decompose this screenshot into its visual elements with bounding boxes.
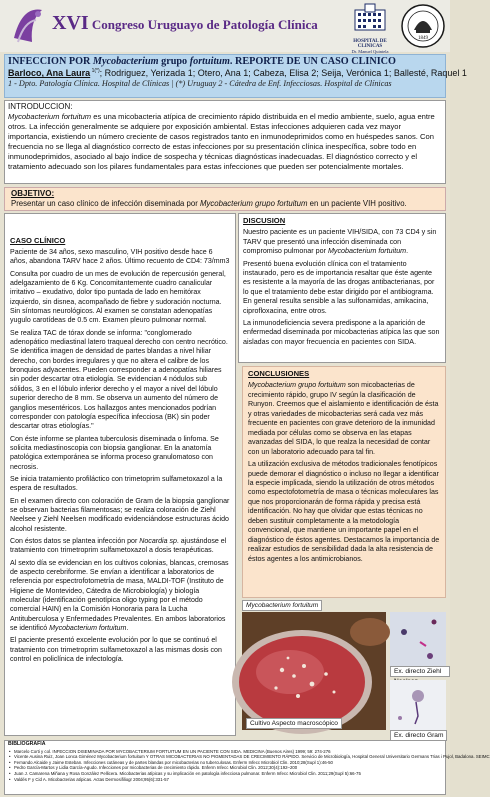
discussion-paragraph: Presentó buena evolución clínica con el tratamiento instaurado, pero es de importancia resaltar que éste agente es resistente a la mayoría de las drogas antibacterianas, por lo que el tratamiento debe estar dirigido por el antibiograma. En general resulta sensible a las sulfonamidas, amikacina, ciprofloxacina, entre otros. [243, 259, 435, 315]
hospital-logo [348, 2, 392, 54]
case-paragraph: Al sexto día se evidencian en los cultivos colonias, blancas, cremosas de aspecto cerebriforme. Se envían a identificar a laboratorios de referencia por espectrofotometría de masa, MALDI-TOF (Instituto de Higiene de Montevideo, Cátedra de Microbiología) y biología molecular (identificación genotípica oligo typing por el método comercial HAIN) en la Comisión Honoraria para la Lucha Antituberculosa y Enfermedades Prevalentes. En ambos laboratorios se identificó Mycobacterium fortuitum. [10, 559, 229, 633]
objective-heading: OBJETIVO: [11, 189, 55, 198]
discussion-paragraph: Nuestro paciente es un paciente VIH/SIDA, con 73 CD4 y sin TARV que presentó una infección diseminada con compromiso pulmonar por Mycobacterium fortuitum. [243, 228, 437, 256]
introduction-heading: INTRODUCCION: [8, 102, 73, 111]
case-paragraph: Con éste informe se plantea tuberculosis diseminada o linfoma. Se solicita mediastinoscopia con biopsia ganglionar. En la anatomía patológica extemporánea se informa proceso granulomatoso con necrosis. [10, 435, 219, 471]
case-paragraph: Se realiza TAC de tórax donde se informa: "conglomerado adenopático mediastinal latero traqueal derecho con centro necrótico. Se identifica imagen de densidad de partes blandas a nivel hiliar derecho, con bordes irregulares y que no altera el calibre de los bronquios adyacentes. Pueden corresponder a adenopatías hiliares sin poder descartar otra etiología. Se evidencian 4 nódulos sub sólidos, 3 en el lóbulo inferior derecho y el mayor a nivel del lóbulo superior derecho de 8 mm. Se observa un aumento del número de ganglios mesentéricos. Los hallazgos antes mencionados podrían corresponder con patología específica infecciosa (BK) sin poder descartar otras etiologías." [10, 329, 228, 431]
case-paragraph: Consulta por cuadro de un mes de evolución de repercusión general, adelgazamiento de 6 Kg. Concomitantemente cuadro canalicular irritativo – exudativo, dolor tipo puntada de lado en hemitórax izquierdo, sin disnea, acompañado de fiebre y sudoración nocturna. Sin síntomas neurológicos. Al examen se constatan adenopatías yugulo carotídeas de 0.5 cm. Examen pleuro pulmonar normal. [10, 270, 226, 325]
culture-plate-photo [242, 612, 386, 730]
affiliations: 1 - Dpto. Patología Clínica. Hospital de Clínicas | (*) Uruguay 2 - Cátedra de Enf. Infecciosas. Hospital de Clínicas [8, 79, 392, 88]
discussion-box [238, 213, 446, 363]
gram-caption: Ex. directo Gram [390, 730, 447, 741]
hospital-building-icon [353, 2, 387, 32]
plate-image-label: Mycobacterium fortuitum [242, 600, 322, 611]
svg-text:1849: 1849 [418, 36, 428, 41]
university-seal-icon [400, 2, 446, 50]
bibliography-item: • Marcelo Corti y col. INFECCION DISEMINADA POR MYCOBACTERIUM FORTUITUM EN UN PACIENTE CON SIDA. MEDICINA (Buenos Aires) 1999; 59: 274-276 [8, 749, 442, 755]
bibliography-item: • Juan J. Camarena Miñana y Rosa González Pellicera. Micobacterias atípicas y su implicación en patología infecciosa pulmonar. Enferm Infecc Microbiol Clin. 2011;29(Supl 5):66-75 [8, 771, 442, 777]
bibliography-box [4, 740, 490, 795]
plate-caption: Cultivo Aspecto macroscópico [246, 718, 342, 729]
congress-logo-icon [8, 2, 48, 50]
case-paragraph: En el examen directo con coloración de Gram de la biopsia ganglionar se observan bacterias filamentosas; se realiza coloración de Ziehl Neelsee y Ziehl Neelsen modificado evidenciándose estructuras ácido alcohol resistente. [10, 497, 230, 533]
introduction-box [4, 100, 446, 184]
ziehl-neelsen-photo [390, 612, 446, 666]
hospital-name: HOSPITAL DE CLINICAS [353, 39, 387, 49]
clinical-case-heading: CASO CLÍNICO [10, 236, 66, 245]
title-bar [4, 54, 467, 98]
hospital-subname: Dr. Manuel Quintela [351, 49, 389, 54]
bibliography-item: • Fernando Alcaide y Jaime Esteban. Infecciones cutáneas y de partes blandas por micobacterias no tuberculosas. Enferm Infecc Microbiol Clin. 2010;28(Supl 1):46-50 [8, 760, 442, 766]
gram-stain-image [390, 680, 446, 730]
bibliography-item: • Vicente Ausina Ruiz, Joan Lonca Giménez Mycobacterium fortuitum Y OTRAS MICOBACTERIAS NO PIGMENTADAS DE CRECIMIENTO RÁPIDO. Servicio de Microbiología, Hospital General Universitario Germans Trias i Pujol, Badalona. SEIMC [8, 754, 442, 760]
case-paragraph: Se inicia tratamiento profiláctico con trimetoprim sulfametoxazol a la espera de resultados. [10, 475, 223, 493]
ziehl-neelsen-image [390, 612, 446, 666]
ziehl-caption: Ex. directo Ziehl [390, 666, 450, 677]
bibliography-heading: BIBLIOGRAFIA [8, 741, 46, 747]
bibliography-item: • Pedro García-Martos y Lidia García-Agudo. Infecciones por micobacterias de crecimiento rápido. Enferm Infecc Microbiol Clin. 2012;30(4):192–200 [8, 765, 442, 771]
case-paragraph: Paciente de 34 años, sexo masculino, VIH positivo desde hace 6 años, abandona TARV hace 2 años. Último recuento de CD4: 73/mm3 [10, 249, 230, 266]
conclusions-paragraph: La utilización exclusiva de métodos tradicionales fenotípicos puede demorar el diagnóstico o incluso no llegar a identificar la especie implicada, siendo la utilización de otros métodos como espectofotometría de masa o técnicas moleculares las que nos proporcionarán de forma rápida y precisa está identificación. No hay que olvidar que estas técnicas no deben sustituir completamente a la metodología convencional, que mantiene un importante papel en el diagnóstico de éstos agentes. Destacamos la importancia de realizar estudios de sensibilidad dada la alta resistencia de éstos agentes a los antimicrobianos. [248, 460, 440, 563]
case-paragraph: Con éstos datos se plantea infección por Nocardia sp. ajustándose el tratamiento con trimetroprim sulfametoxazol a dosis terapéuticas. [10, 537, 227, 555]
authors: Barloco, Ana Laura $^{1(*)}$; Rodriguez, Yerizada 1; Otero, Ana 1; Cabeza, Elisa 2; Seija, Verónica 1; Ballesté, Raquel 1 [8, 68, 467, 78]
bibliography-item: • Valdés F y Cid A. Micobacterias atípicas. Actas Dermosifiliogr 2004;95(6):331-57 [8, 777, 442, 783]
congress-title: XVI Congreso Uruguayo de Patología Clínica [52, 12, 318, 34]
gram-photo [390, 680, 446, 730]
case-paragraph: El paciente presentó excelente evolución por lo que se continuó el tratamiento con trimetroprim sulfametoxazol a las mismas dosis con control en policlínica de infectología. [10, 637, 222, 664]
introduction-text: Mycobacterium fortuitum es una micobacteria atípica de crecimiento rápido distribuida en el medio ambiente, suelo, agua entre otros. La infección generalmente se adquiere por exposición ambiental. Estas infecciones adquieren cada vez mayor importancia, existiendo un número creciente de casos registrados tanto en inmunodeprimidos como en huéspedes sanos. Con frecuencia no se llega al diagnóstico correcto de estas infecciones por su presentación clínica inespecífica, sobre todo en inmunodeprimidos, asociado al bajo índice de sospecha y técnicas diagnósticas inadecuadas. El diagnóstico correcto y el tratamiento adecuado son los pilares fundamentales para estas infecciones que pueden ser potencialmente mortales. [8, 112, 435, 171]
culture-plate-image [242, 612, 386, 730]
objective-text: Presentar un caso clínico de infección diseminada por Mycobacterium grupo fortuitum en un paciente VIH positivo. [11, 199, 407, 208]
conclusions-heading: CONCLUSIONES [248, 369, 310, 378]
discussion-heading: DISCUSION [243, 216, 286, 225]
header [0, 0, 450, 52]
conclusions-box [242, 366, 446, 598]
clinical-case-box [4, 213, 236, 736]
discussion-paragraph: La inmunodeficiencia severa predispone a la aparición de enfermedad diseminada por micobacterias atípica las que son aisladas con mayor frecuencia en pacientes con SIDA. [243, 319, 440, 346]
bibliography-list [8, 748, 490, 783]
poster-title: INFECCION POR Mycobacterium grupo fortuitum. REPORTE DE UN CASO CLINICO [8, 56, 396, 67]
objective-box [4, 187, 446, 211]
conclusions-paragraph: Mycobacterium grupo fortuitum son micobacterias de crecimiento rápido, grupo IV según la clasificación de Runyon. Creemos que el aislamiento e identificación de ésta y otras variedades de micobacterias será cada vez más frecuente en pacientes con grave deterioro de la inmunidad mediada por células como se observa en las etapas avanzadas del SIDA, lo que realza la necesidad de contar con un laboratorio adecuado para tal fin. [248, 381, 439, 456]
